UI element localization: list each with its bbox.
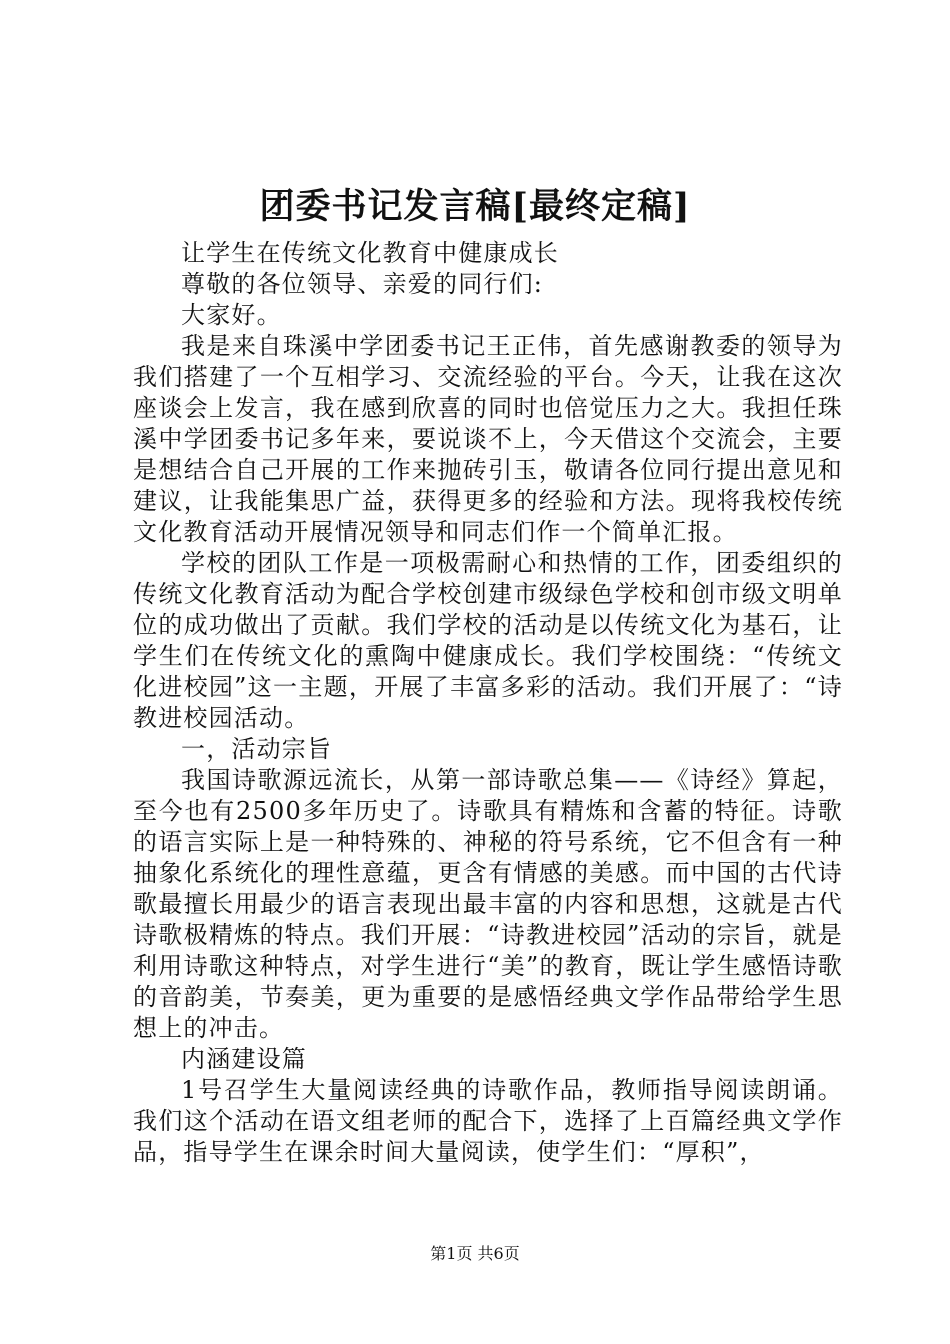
page-footer: 第1页 共6页: [430, 1244, 520, 1263]
greeting-paragraph: 大家好。: [181, 301, 282, 329]
subtitle-paragraph: 让学生在传统文化教育中健康成长: [181, 239, 559, 267]
body-paragraph: 我国诗歌源远流长，从第一部诗歌总集——《诗经》算起，至今也有2500多年历史了。诗歌具有精炼和含蓄的特征。诗歌的语言实际上是一种特殊的、神秘的符号系统，它不但含有一种抽象化系统化的理性意蕴，更含有情感的美感。而中国的古代诗歌最擅长用最少的语言表现出最丰富的内容和思想，这就是古代诗歌极精炼的特点。我们开展：“诗教进校园”活动的宗旨，就是利用诗歌这种特点，对学生进行“美”的教育，既让学生感悟诗歌的音韵美，节奏美，更为重要的是感悟经典文学作品带给学生思想上的冲击。: [133, 766, 843, 1042]
body-paragraph: 学校的团队工作是一项极需耐心和热情的工作，团委组织的传统文化教育活动为配合学校创建市级绿色学校和创市级文明单位的成功做出了贡献。我们学校的活动是以传统文化为基石，让学生们在传统文化的熏陶中健康成长。我们学校围绕：“传统文化进校园”这一主题，开展了丰富多彩的活动。我们开展了：“诗教进校园活动。: [133, 549, 843, 732]
salutation-paragraph: 尊敬的各位领导、亲爱的同行们:: [181, 270, 544, 298]
body-paragraph: 我是来自珠溪中学团委书记王正伟，首先感谢教委的领导为我们搭建了一个互相学习、交流经验的平台。今天，让我在这次座谈会上发言，我在感到欣喜的同时也倍觉压力之大。我担任珠溪中学团委书记多年来，要说谈不上，今天借这个交流会，主要是想结合自己开展的工作来抛砖引玉，敬请各位同行提出意见和建议，让我能集思广益，获得更多的经验和方法。现将我校传统文化教育活动开展情况领导和同志们作一个简单汇报。: [133, 332, 843, 546]
section-heading: 内涵建设篇: [181, 1045, 307, 1073]
body-paragraph: 1号召学生大量阅读经典的诗歌作品，教师指导阅读朗诵。我们这个活动在语文组老师的配合下，选择了上百篇经典文学作品，指导学生在课余时间大量阅读，使学生们：“厚积”，: [133, 1076, 843, 1166]
document-title: 团委书记发言稿[最终定稿]: [259, 186, 691, 227]
section-heading: 一，活动宗旨: [181, 735, 333, 763]
document-body: [133, 238, 843, 1168]
